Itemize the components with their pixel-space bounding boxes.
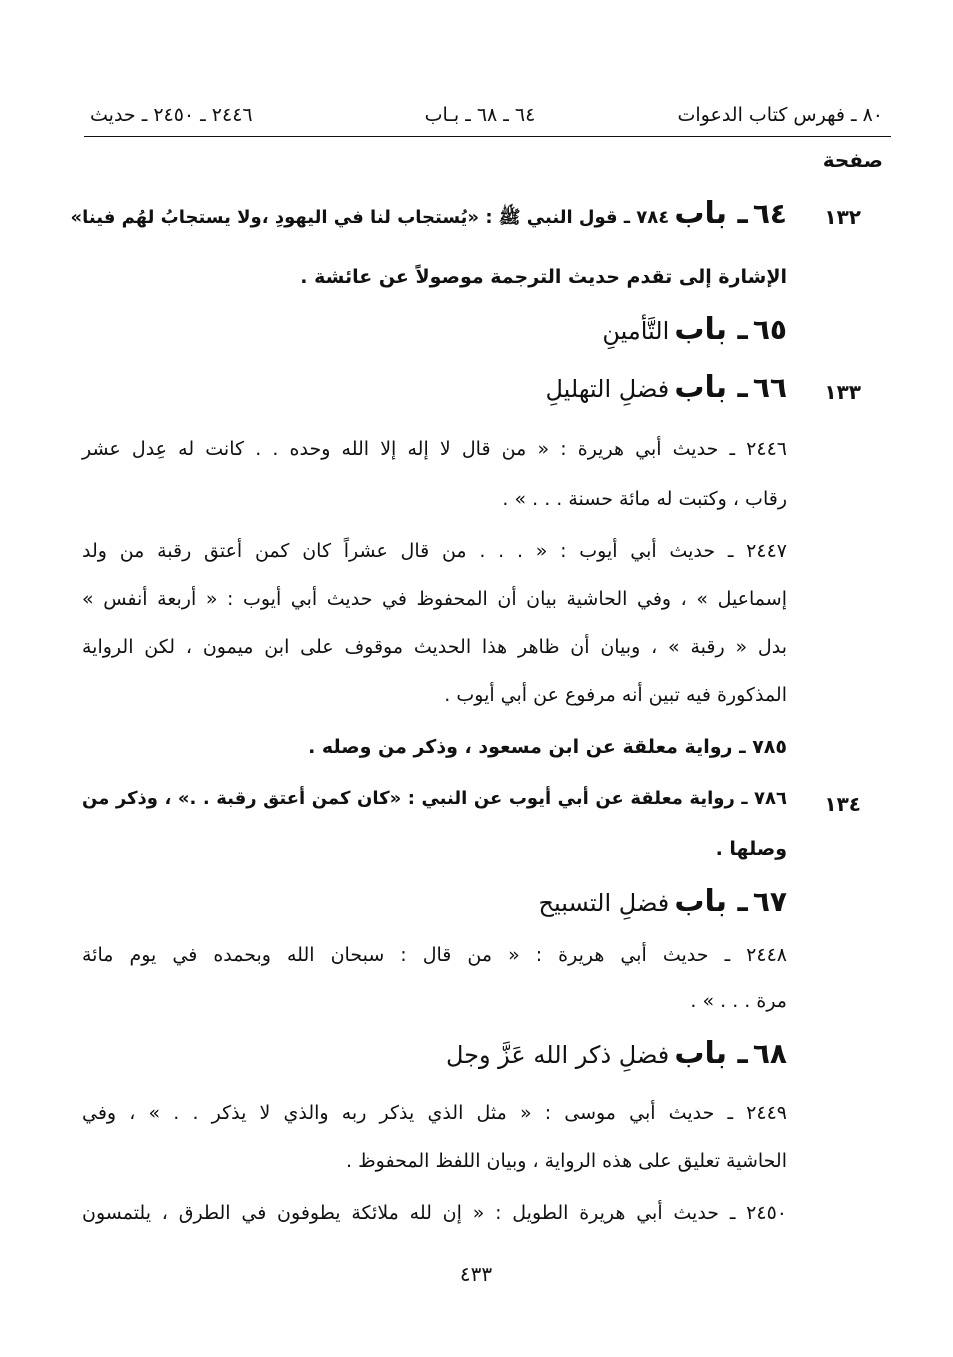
page-ref: ١٣٤ — [824, 792, 861, 816]
running-header-center: ٦٤ ـ ٦٨ ـ بـاب — [424, 104, 536, 126]
chapter-number: ٦٦ — [752, 371, 787, 404]
chapter-heading-64 — [70, 196, 787, 232]
page-column-label: صفحة — [822, 148, 883, 172]
chapter-heading-66 — [546, 370, 788, 405]
running-header-left: ٢٤٤٦ ـ ٢٤٥٠ ـ حديث — [90, 104, 253, 126]
text-line: ٧٨٥ ـ رواية معلقة عن ابن مسعود ، وذكر من وصله . — [308, 736, 787, 758]
header-rule — [84, 136, 891, 137]
text-line: الحاشية تعليق على هذه الرواية ، وبيان اللفظ المحفوظ . — [346, 1150, 787, 1172]
page-ref: ١٣٢ — [824, 205, 861, 229]
chapter-word: ـ باب — [674, 370, 748, 405]
text-line: رقاب ، وكتبت له مائة حسنة . . . » . — [502, 488, 787, 510]
chapter-number: ٦٧ — [752, 885, 787, 918]
chapter-number: ٦٥ — [752, 313, 787, 346]
text-line: ٢٤٤٧ ـ حديث أبي أيوب : « . . . من قال عشراً كان كمن أعتق رقبة من ولد — [82, 540, 787, 562]
chapter-title: التَّأمينِ — [602, 317, 670, 345]
text-line: وصلها . — [715, 838, 787, 860]
text-line: ٧٨٦ ـ رواية معلقة عن أبي أيوب عن النبي : «كان كمن أعتق رقبة . .» ، وذكر من — [82, 788, 787, 809]
chapter-title: فضلِ التهليلِ — [545, 375, 670, 403]
text-line: ٢٤٤٦ ـ حديث أبي هريرة : « من قال لا إله إلا الله وحده . . كانت له عِدل عشر — [82, 438, 787, 460]
text-line: ٢٤٤٨ ـ حديث أبي هريرة : « من قال : سبحان الله وبحمده في يوم مائة — [82, 944, 787, 966]
text-line: ٢٤٥٠ ـ حديث أبي هريرة الطويل : « إن لله ملائكة يطوفون في الطرق ، يلتمسون — [82, 1202, 787, 1224]
chapter-word: ـ باب — [674, 196, 748, 231]
chapter-word: ـ باب — [674, 312, 748, 347]
text-line: ٢٤٤٩ ـ حديث أبي موسى : « مثل الذي يذكر ربه والذي لا يذكر . . » ، وفي — [82, 1102, 787, 1124]
chapter-heading-68 — [446, 1036, 787, 1071]
chapter-number: ٦٨ — [752, 1037, 787, 1070]
page-ref: ١٣٣ — [824, 380, 861, 404]
page-number: ٤٣٣ — [459, 1262, 493, 1286]
running-header-right: ٨٠ ـ فهرس كتاب الدعوات — [677, 104, 883, 126]
chapter-heading-67 — [539, 884, 787, 919]
text-line: الإشارة إلى تقدم حديث الترجمة موصولاً عن عائشة . — [300, 266, 787, 288]
chapter-title: فضلِ التسبيح — [538, 889, 670, 917]
chapter-title: فضلِ ذكر الله عَزَّ وجل — [445, 1041, 670, 1069]
chapter-heading-65 — [602, 312, 787, 347]
chapter-word: ـ باب — [674, 884, 748, 919]
chapter-word: ـ باب — [674, 1036, 748, 1071]
text-line: بدل « رقبة » ، وبيان أن ظاهر هذا الحديث موقوف على ابن ميمون ، لكن الرواية — [82, 636, 787, 658]
text-line: المذكورة فيه تبين أنه مرفوع عن أبي أيوب . — [444, 684, 787, 706]
chapter-heading-text: ٧٨٤ ـ قول النبي ﷺ : «يُستجاب لنا في اليهودِ ،ولا يستجابُ لهُم فينا» — [70, 207, 670, 228]
text-line: إسماعيل » ، وفي الحاشية بيان أن المحفوظ في حديث أبي أيوب : « أربعة أنفس » — [82, 588, 787, 610]
chapter-number: ٦٤ — [752, 197, 787, 230]
text-line: مرة . . . » . — [690, 990, 787, 1012]
